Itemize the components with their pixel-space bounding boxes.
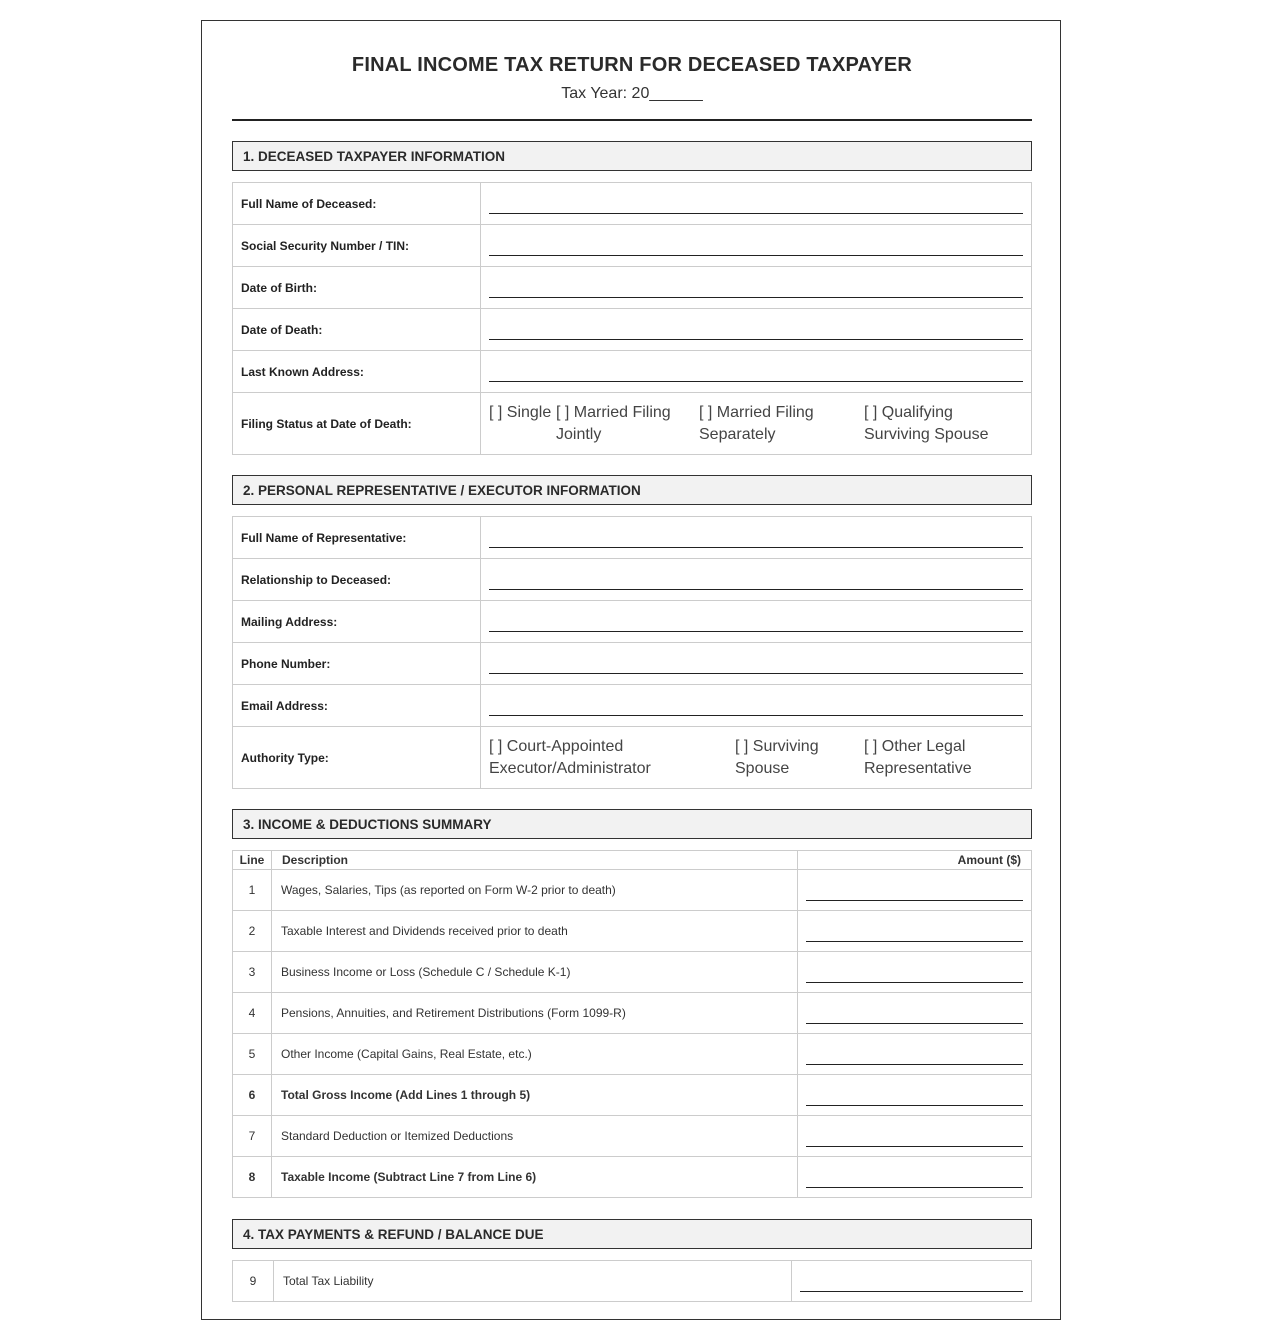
tax-year: Tax Year: 20______ <box>561 85 703 102</box>
field-row <box>233 517 1032 559</box>
line-number: 4 <box>233 993 272 1034</box>
checkbox-married-separately[interactable]: [ ] Married Filing Separately <box>699 403 814 443</box>
form-content <box>232 21 1032 1302</box>
checkbox-married-jointly[interactable]: [ ] Married Filing Jointly <box>556 403 671 443</box>
line-description: Total Gross Income (Add Lines 1 through 5) <box>272 1075 798 1116</box>
table-row <box>233 1261 1032 1302</box>
table-row <box>233 1116 1032 1157</box>
column-header-amount: Amount ($) <box>798 851 1032 870</box>
line-description: Pensions, Annuities, and Retirement Distributions (Form 1099-R) <box>272 993 798 1034</box>
line-description: Business Income or Loss (Schedule C / Schedule K-1) <box>272 952 798 993</box>
email-field[interactable] <box>489 701 1023 716</box>
field-row <box>233 267 1032 309</box>
table-header-row <box>233 851 1032 870</box>
field-row <box>233 559 1032 601</box>
column-header-line: Line <box>233 851 272 870</box>
table-row <box>233 993 1032 1034</box>
amount-field[interactable] <box>800 1277 1023 1292</box>
field-label: Date of Death: <box>233 309 481 351</box>
line-number: 6 <box>233 1075 272 1116</box>
field-label: Mailing Address: <box>233 601 481 643</box>
table-row <box>233 911 1032 952</box>
field-row <box>233 685 1032 727</box>
table-row-total <box>233 1075 1032 1116</box>
field-row <box>233 183 1032 225</box>
line-description: Total Tax Liability <box>274 1261 792 1302</box>
section-3-heading: 3. INCOME & DEDUCTIONS SUMMARY <box>232 809 1032 839</box>
line-number: 9 <box>233 1261 274 1302</box>
amount-field[interactable] <box>806 1050 1023 1065</box>
filing-status-row <box>233 393 1032 455</box>
line-number: 1 <box>233 870 272 911</box>
field-row <box>233 643 1032 685</box>
line-description: Taxable Interest and Dividends received prior to death <box>272 911 798 952</box>
field-row <box>233 309 1032 351</box>
date-of-death-field[interactable] <box>489 325 1023 340</box>
checkbox-other-representative[interactable]: [ ] Other Legal Representative <box>864 737 972 777</box>
ssn-field[interactable] <box>489 241 1023 256</box>
amount-field[interactable] <box>806 927 1023 942</box>
amount-field[interactable] <box>806 1091 1023 1106</box>
checkbox-surviving-spouse-authority[interactable]: [ ] Surviving Spouse <box>735 737 819 777</box>
phone-field[interactable] <box>489 659 1023 674</box>
line-number: 3 <box>233 952 272 993</box>
income-table <box>232 850 1032 1198</box>
field-label: Full Name of Deceased: <box>233 183 481 225</box>
field-label: Last Known Address: <box>233 351 481 393</box>
title-divider <box>232 119 1032 121</box>
field-label: Social Security Number / TIN: <box>233 225 481 267</box>
amount-field[interactable] <box>806 886 1023 901</box>
date-of-birth-field[interactable] <box>489 283 1023 298</box>
form-title: FINAL INCOME TAX RETURN FOR DECEASED TAXPAYER <box>351 54 913 76</box>
filing-status-options <box>489 396 1023 452</box>
field-row <box>233 601 1032 643</box>
last-address-field[interactable] <box>489 367 1023 382</box>
field-row <box>233 351 1032 393</box>
authority-options <box>489 730 1023 786</box>
amount-field[interactable] <box>806 1173 1023 1188</box>
field-label: Relationship to Deceased: <box>233 559 481 601</box>
checkbox-surviving-spouse[interactable]: [ ] Qualifying Surviving Spouse <box>864 403 989 443</box>
deceased-info-table <box>232 182 1032 455</box>
table-row <box>233 952 1032 993</box>
representative-name-field[interactable] <box>489 533 1023 548</box>
filing-status-label: Filing Status at Date of Death: <box>233 393 481 455</box>
checkbox-court-appointed[interactable]: [ ] Court-Appointed Executor/Administrator <box>489 737 651 777</box>
authority-row <box>233 727 1032 789</box>
line-description: Taxable Income (Subtract Line 7 from Line 6) <box>272 1157 798 1198</box>
representative-info-table <box>232 516 1032 789</box>
line-description: Standard Deduction or Itemized Deductions <box>272 1116 798 1157</box>
relationship-field[interactable] <box>489 575 1023 590</box>
section-1-heading: 1. DECEASED TAXPAYER INFORMATION <box>232 141 1032 171</box>
table-row-total <box>233 1157 1032 1198</box>
mailing-address-field[interactable] <box>489 617 1023 632</box>
section-2-heading: 2. PERSONAL REPRESENTATIVE / EXECUTOR INFORMATION <box>232 475 1032 505</box>
checkbox-single[interactable]: [ ] Single <box>489 403 552 421</box>
amount-field[interactable] <box>806 1132 1023 1147</box>
line-number: 7 <box>233 1116 272 1157</box>
column-header-description: Description <box>272 851 798 870</box>
field-label: Full Name of Representative: <box>233 517 481 559</box>
table-row <box>233 1034 1032 1075</box>
line-number: 8 <box>233 1157 272 1198</box>
field-label: Date of Birth: <box>233 267 481 309</box>
amount-field[interactable] <box>806 1009 1023 1024</box>
authority-label: Authority Type: <box>233 727 481 789</box>
table-row <box>233 870 1032 911</box>
field-label: Phone Number: <box>233 643 481 685</box>
section-4-heading: 4. TAX PAYMENTS & REFUND / BALANCE DUE <box>232 1219 1032 1249</box>
field-label: Email Address: <box>233 685 481 727</box>
line-number: 5 <box>233 1034 272 1075</box>
deceased-name-field[interactable] <box>489 199 1023 214</box>
line-description: Wages, Salaries, Tips (as reported on Form W-2 prior to death) <box>272 870 798 911</box>
form-page <box>201 20 1061 1320</box>
amount-field[interactable] <box>806 968 1023 983</box>
line-number: 2 <box>233 911 272 952</box>
field-row <box>233 225 1032 267</box>
line-description: Other Income (Capital Gains, Real Estate, etc.) <box>272 1034 798 1075</box>
